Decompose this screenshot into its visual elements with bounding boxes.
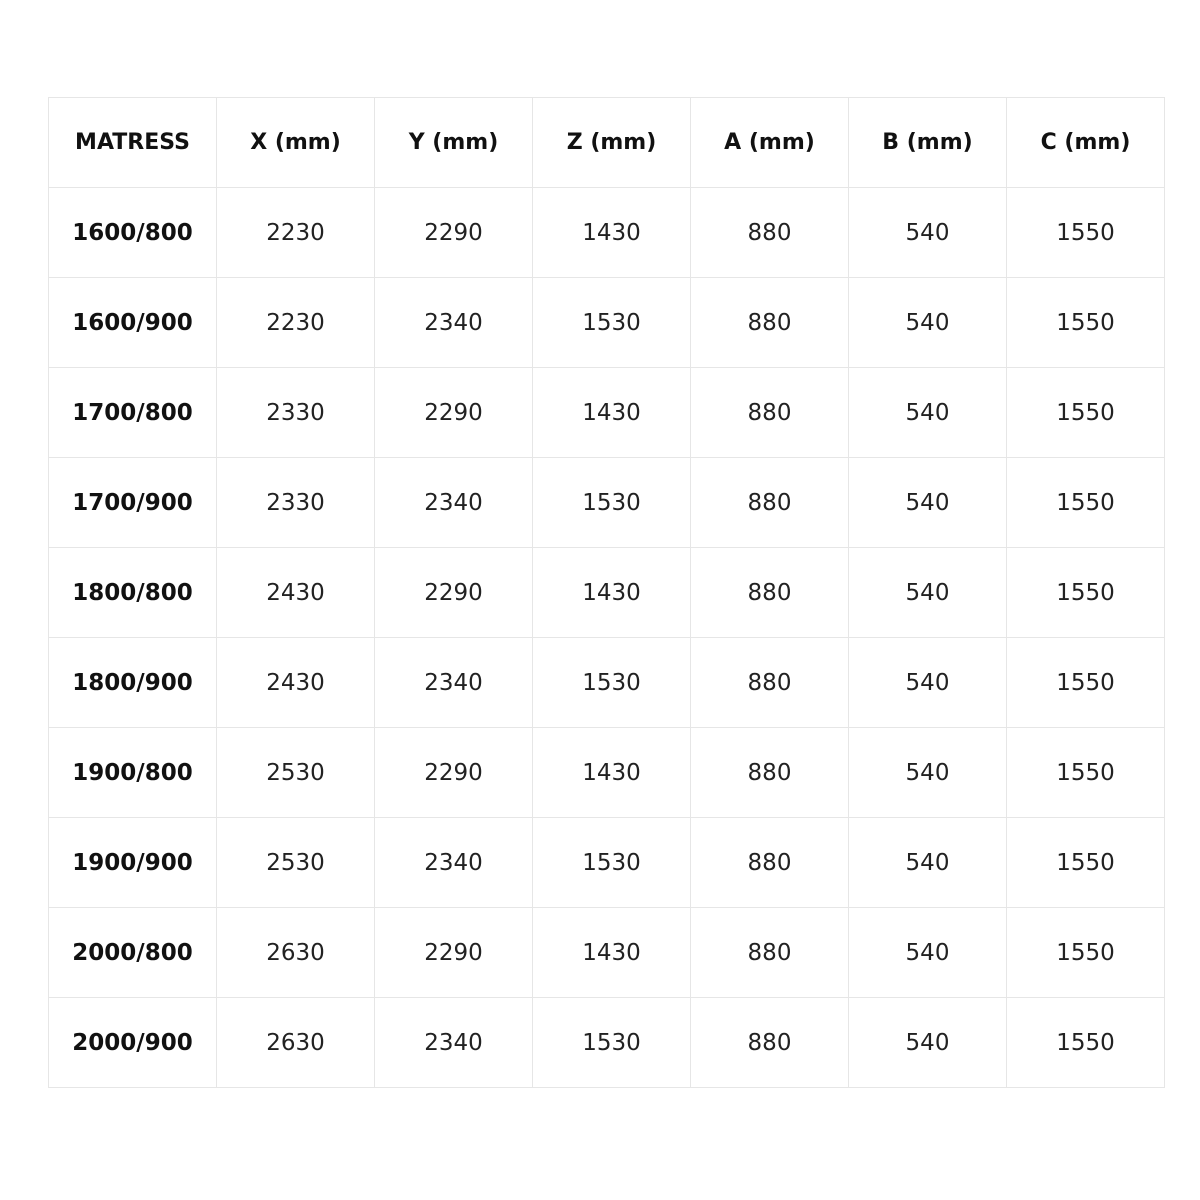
table-cell: 2630 <box>217 998 375 1088</box>
row-header-cell: 1900/900 <box>49 818 217 908</box>
table-row <box>49 728 1165 818</box>
row-header-cell: 1800/800 <box>49 548 217 638</box>
table-cell: 2530 <box>217 818 375 908</box>
table-cell: 1430 <box>533 368 691 458</box>
table-row <box>49 278 1165 368</box>
table-row <box>49 548 1165 638</box>
table-cell: 1530 <box>533 998 691 1088</box>
table-cell: 540 <box>849 548 1007 638</box>
table-cell: 880 <box>691 548 849 638</box>
table-cell: 2340 <box>375 278 533 368</box>
table-cell: 540 <box>849 908 1007 998</box>
table-cell: 2430 <box>217 548 375 638</box>
table-cell: 880 <box>691 908 849 998</box>
table-cell: 2340 <box>375 998 533 1088</box>
table-row <box>49 908 1165 998</box>
table-row <box>49 458 1165 548</box>
table-header <box>49 98 1165 188</box>
table-cell: 540 <box>849 278 1007 368</box>
table-row <box>49 638 1165 728</box>
table-cell: 1550 <box>1007 458 1165 548</box>
table-row <box>49 818 1165 908</box>
table-cell: 2340 <box>375 458 533 548</box>
table-cell: 540 <box>849 368 1007 458</box>
table-cell: 2430 <box>217 638 375 728</box>
table-cell: 1550 <box>1007 998 1165 1088</box>
dimensions-table <box>48 97 1165 1088</box>
table-cell: 2290 <box>375 728 533 818</box>
table-cell: 1550 <box>1007 278 1165 368</box>
table-cell: 880 <box>691 368 849 458</box>
header-cell-a: A (mm) <box>691 98 849 188</box>
table-cell: 2290 <box>375 368 533 458</box>
table-cell: 540 <box>849 728 1007 818</box>
table-cell: 1430 <box>533 188 691 278</box>
table-cell: 1550 <box>1007 908 1165 998</box>
header-cell-x: X (mm) <box>217 98 375 188</box>
row-header-cell: 1600/900 <box>49 278 217 368</box>
table-cell: 2290 <box>375 188 533 278</box>
table-cell: 880 <box>691 278 849 368</box>
table-cell: 1550 <box>1007 548 1165 638</box>
table-cell: 1550 <box>1007 638 1165 728</box>
row-header-cell: 1700/900 <box>49 458 217 548</box>
table-cell: 2290 <box>375 548 533 638</box>
table-cell: 2290 <box>375 908 533 998</box>
row-header-cell: 1900/800 <box>49 728 217 818</box>
table-cell: 880 <box>691 998 849 1088</box>
table-cell: 540 <box>849 818 1007 908</box>
table-cell: 2230 <box>217 278 375 368</box>
table-cell: 2340 <box>375 818 533 908</box>
table-cell: 540 <box>849 998 1007 1088</box>
table-cell: 880 <box>691 728 849 818</box>
table-cell: 2630 <box>217 908 375 998</box>
table-cell: 1430 <box>533 548 691 638</box>
table-cell: 2340 <box>375 638 533 728</box>
table-cell: 1550 <box>1007 818 1165 908</box>
table-cell: 1530 <box>533 458 691 548</box>
row-header-cell: 1700/800 <box>49 368 217 458</box>
table-cell: 2230 <box>217 188 375 278</box>
row-header-cell: 1600/800 <box>49 188 217 278</box>
row-header-cell: 2000/800 <box>49 908 217 998</box>
table-cell: 1550 <box>1007 368 1165 458</box>
table-cell: 2530 <box>217 728 375 818</box>
table-row <box>49 368 1165 458</box>
table-body <box>49 188 1165 1088</box>
table-cell: 880 <box>691 638 849 728</box>
row-header-cell: 2000/900 <box>49 998 217 1088</box>
table-row <box>49 188 1165 278</box>
table-cell: 880 <box>691 458 849 548</box>
table-cell: 540 <box>849 188 1007 278</box>
header-row <box>49 98 1165 188</box>
table-cell: 1550 <box>1007 728 1165 818</box>
table-cell: 880 <box>691 188 849 278</box>
header-cell-z: Z (mm) <box>533 98 691 188</box>
table-cell: 1430 <box>533 728 691 818</box>
table-cell: 1530 <box>533 818 691 908</box>
table-cell: 880 <box>691 818 849 908</box>
header-cell-b: B (mm) <box>849 98 1007 188</box>
header-cell-matress: MATRESS <box>49 98 217 188</box>
header-cell-c: C (mm) <box>1007 98 1165 188</box>
table-cell: 1550 <box>1007 188 1165 278</box>
table-cell: 540 <box>849 458 1007 548</box>
table-cell: 540 <box>849 638 1007 728</box>
table-cell: 1430 <box>533 908 691 998</box>
table-cell: 1530 <box>533 638 691 728</box>
table-cell: 1530 <box>533 278 691 368</box>
table-cell: 2330 <box>217 458 375 548</box>
row-header-cell: 1800/900 <box>49 638 217 728</box>
table-row <box>49 998 1165 1088</box>
table-cell: 2330 <box>217 368 375 458</box>
header-cell-y: Y (mm) <box>375 98 533 188</box>
